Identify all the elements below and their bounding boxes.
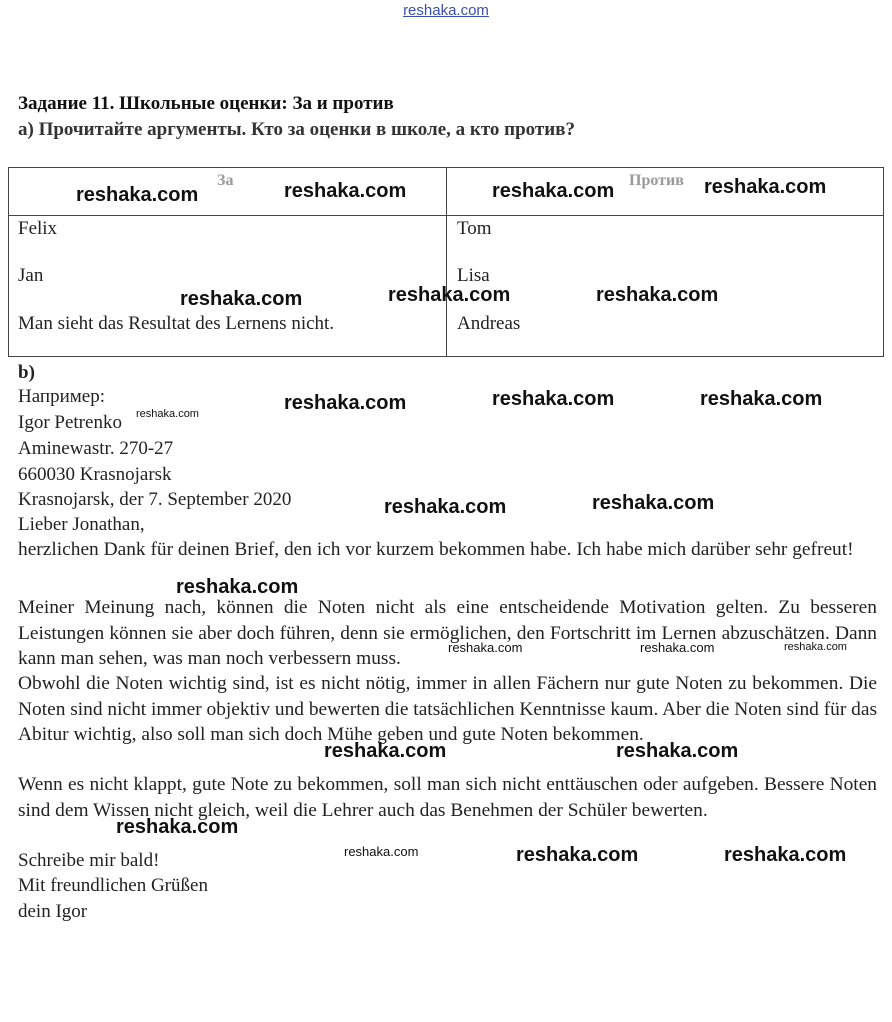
watermark: reshaka.com [704, 176, 827, 198]
task-title: Задание 11. Школьные оценки: За и против [18, 93, 394, 114]
date-line: Krasnojarsk, der 7. September 2020 [18, 489, 292, 510]
table-cell-contra-1: Tom [457, 218, 492, 239]
table-cell-contra-3: Andreas [457, 313, 521, 334]
watermark: reshaka.com [596, 284, 719, 306]
watermark: reshaka.com [616, 740, 739, 762]
table-cell-pro-3: Man sieht das Resultat des Lernens nicht. [18, 313, 335, 334]
closing-signature: dein Igor [18, 901, 88, 922]
table-divider-vertical [446, 168, 447, 356]
watermark-small: reshaka.com [784, 641, 847, 653]
greeting: Lieber Jonathan, [18, 514, 145, 535]
watermark: reshaka.com [592, 492, 715, 514]
task-instruction: а) Прочитайте аргументы. Кто за оценки в школе, а кто против? [18, 119, 575, 140]
watermark: reshaka.com [116, 816, 239, 838]
address-line-street: Aminewastr. 270-27 [18, 438, 174, 459]
watermark-small: reshaka.com [344, 844, 419, 859]
watermark: reshaka.com [180, 288, 303, 310]
watermark: reshaka.com [492, 388, 615, 410]
watermark: reshaka.com [176, 576, 299, 598]
site-link[interactable]: reshaka.com [403, 2, 489, 19]
watermark: reshaka.com [516, 844, 639, 866]
letter-paragraph-2: Meiner Meinung nach, können die Noten nicht als eine entscheidende Motivation gelten. Zu besseren Leistungen können sie aber doch führen, denn sie ermöglichen, den Fortschritt im Lernen abzuschätzen. Dann kann man sehen, was man noch verbessern muss. [18, 597, 877, 669]
table-cell-pro-1: Felix [18, 218, 58, 239]
table-divider-horizontal [9, 215, 883, 216]
watermark: reshaka.com [324, 740, 447, 762]
watermark: reshaka.com [492, 180, 615, 202]
address-line-city: 660030 Krasnojarsk [18, 464, 172, 485]
table-header-contra: Против [629, 172, 684, 189]
watermark: reshaka.com [724, 844, 847, 866]
letter-paragraph-3: Obwohl die Noten wichtig sind, ist es nicht nötig, immer in allen Fächern nur gute Noten zu bekommen. Die Noten sind nicht immer objektiv und bewerten die tatsächlichen Kenntnisse kaum. Aber die Noten sind für das Abitur wichtig, also soll man sich doch Mühe geben und gute Noten bekommen. [18, 673, 877, 745]
watermark: reshaka.com [284, 392, 407, 414]
closing-line-2: Mit freundlichen Grüßen [18, 875, 208, 896]
letter-paragraph-4: Wenn es nicht klappt, gute Note zu bekommen, soll man sich nicht enttäuschen oder aufgeben. Bessere Noten sind dem Wissen nicht gleich, weil die Lehrer auch das Benehmen der Schüler bewerten. [18, 774, 877, 821]
watermark: reshaka.com [700, 388, 823, 410]
address-line-name: Igor Petrenko [18, 412, 122, 433]
example-label: Например: [18, 386, 105, 407]
watermark-small: reshaka.com [136, 408, 199, 420]
watermark: reshaka.com [76, 184, 199, 206]
watermark-small: reshaka.com [640, 640, 715, 655]
watermark: reshaka.com [284, 180, 407, 202]
table-cell-pro-2: Jan [18, 265, 44, 286]
watermark-small: reshaka.com [448, 640, 523, 655]
table-header-pro: За [217, 172, 234, 189]
table-cell-contra-2: Lisa [457, 265, 490, 286]
letter-paragraph-1: herzlichen Dank für deinen Brief, den ich vor kurzem bekommen habe. Ich habe mich darüber sehr gefreut! [18, 539, 854, 560]
watermark: reshaka.com [388, 284, 511, 306]
part-b-label: b) [18, 362, 35, 383]
watermark: reshaka.com [384, 496, 507, 518]
closing-line-1: Schreibe mir bald! [18, 850, 160, 871]
